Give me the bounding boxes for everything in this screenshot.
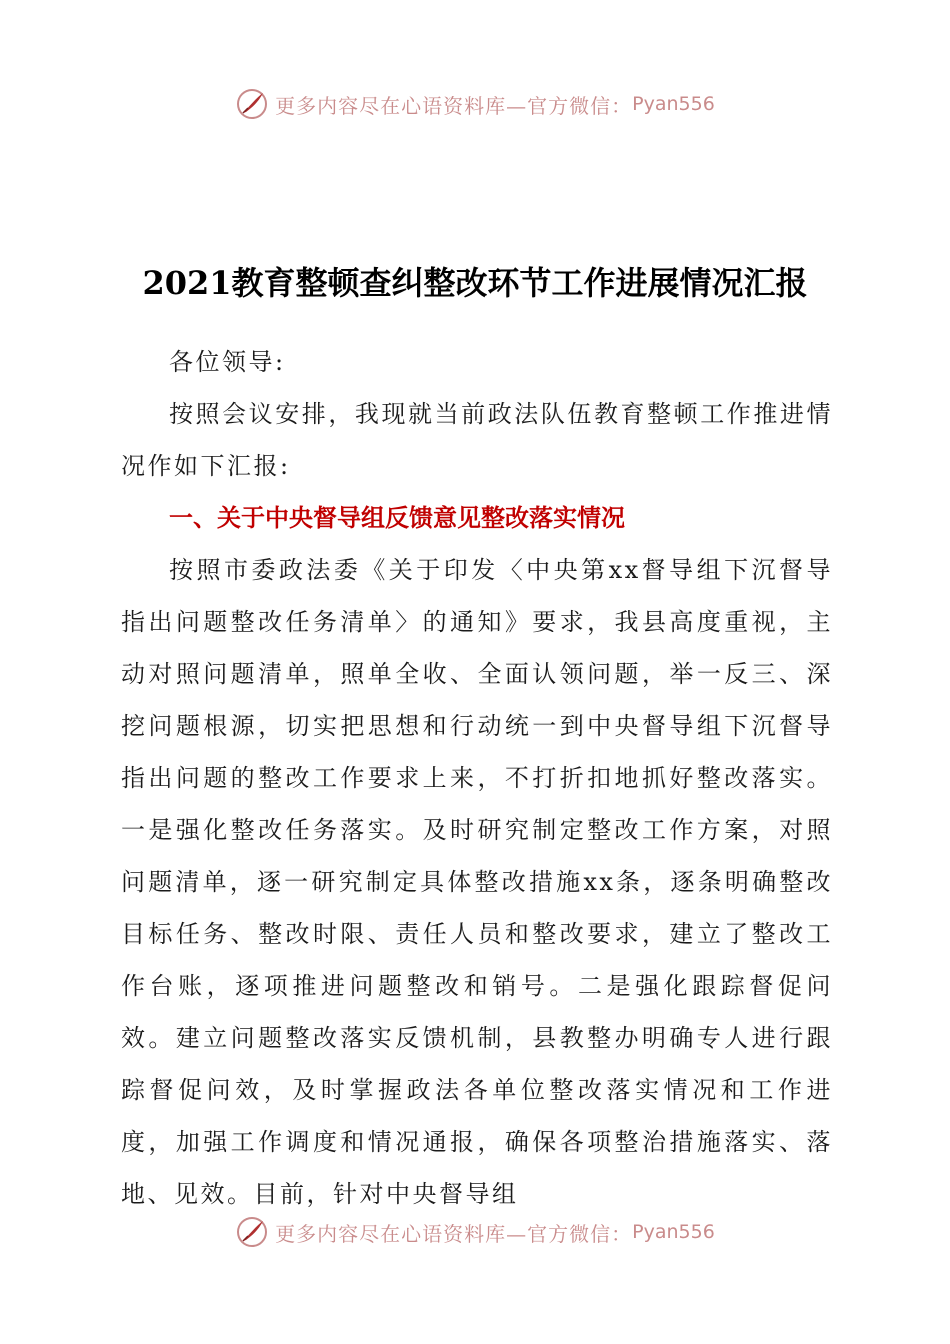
section-heading-1: 一、关于中央督导组反馈意见整改落实情况 — [169, 504, 625, 532]
header-watermark — [0, 84, 950, 124]
footer-watermark — [0, 1212, 950, 1252]
section-1-paragraph: 按照市委政法委《关于印发〈中央第xx督导组下沉督导指出问题整改任务清单〉的通知》要求，我县高度重视，主动对照问题清单，照单全收、全面认领问题，举一反三、深挖问题根源，切实把思想和行动统一到中央督导组下沉督导指出问题的整改工作要求上来，不打折扣地抓好整改落实。一是强化整改任务落实。及时研究制定整改工作方案，对照问题清单，逐一研究制定具体整改措施xx条，逐条明确整改目标任务、整改时限、责任人员和整改要求，建立了整改工作台账，逐项推进问题整改和销号。二是强化跟踪督促问效。建立问题整改落实反馈机制，县教整办明确专人进行跟踪督促问效，及时掌握政法各单位整改落实情况和工作进度，加强工作调度和情况通报，确保各项整治措施落实、落地、见效。目前，针对中央督导组 — [121, 556, 833, 1208]
watermark-wechat-id: Pyan556 — [632, 93, 715, 115]
document-body — [121, 336, 833, 1220]
watermark-text: 更多内容尽在心语资料库—官方微信： — [275, 93, 633, 118]
quill-logo-icon — [235, 1215, 269, 1249]
watermark-wechat-id: Pyan556 — [632, 1221, 715, 1243]
intro-paragraph: 按照会议安排，我现就当前政法队伍教育整顿工作推进情况作如下汇报: — [121, 400, 833, 480]
watermark-text: 更多内容尽在心语资料库—官方微信： — [275, 1221, 633, 1246]
salutation: 各位领导: — [169, 348, 286, 376]
quill-logo-icon — [235, 87, 269, 121]
document-title: 2021教育整顿查纠整改环节工作进展情况汇报 — [142, 264, 808, 302]
